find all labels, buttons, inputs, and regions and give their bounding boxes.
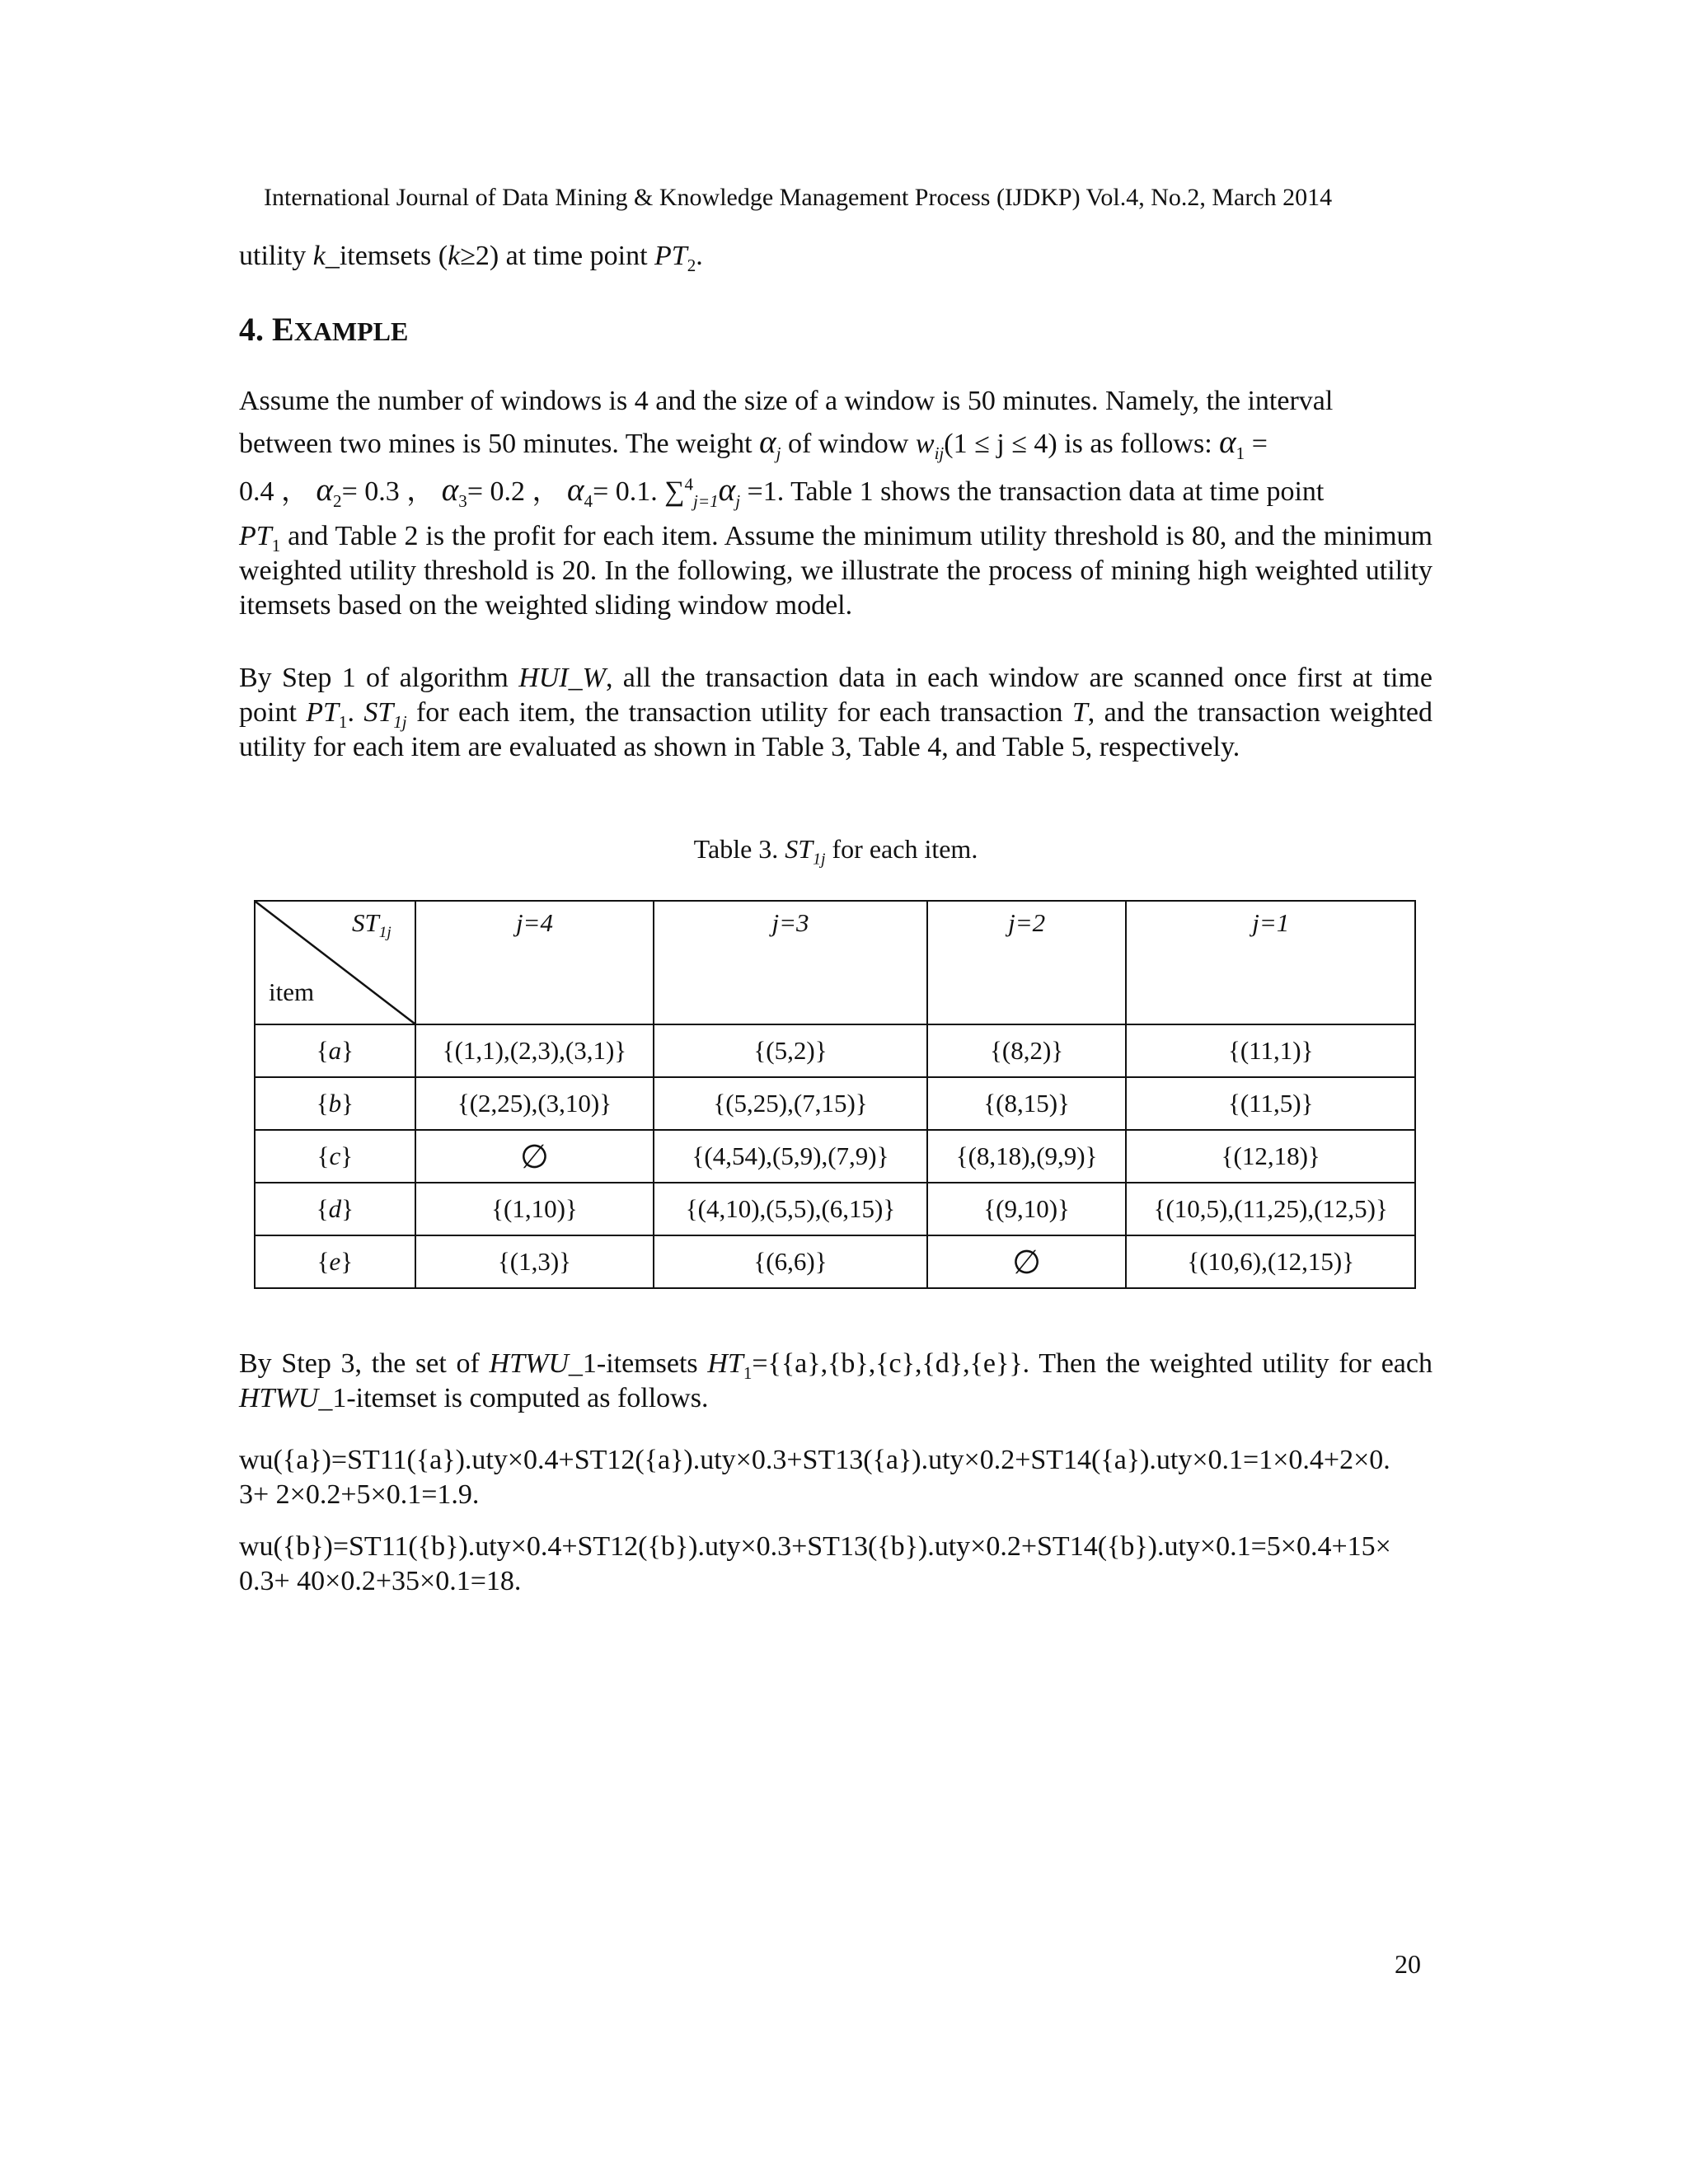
table-cell: {(5,25),(7,15)} xyxy=(654,1077,926,1130)
table-cell: {(8,18),(9,9)} xyxy=(927,1130,1127,1183)
paragraph-step3: By Step 3, the set of HTWU_1-itemsets $HT_1=\{\{a\},\{b\},\{c\},\{d\},\{e\}\}$. Then the weighted utility for each HTWU_1-itemset is computed as follows. xyxy=(239,1348,1432,1413)
empty-set-cell: ∅ xyxy=(927,1235,1127,1288)
page-number: 20 xyxy=(1395,1949,1421,1979)
table-cell: {(10,5),(11,25),(12,5)} xyxy=(1126,1183,1415,1235)
formula-b-line1: wu({b})=ST11({b}).uty×0.4+ST12({b}).uty×0.3+ST13({b}).uty×0.2+ST14({b}).uty×0.1=5×0.4+15× xyxy=(239,1531,1391,1562)
table-corner-cell xyxy=(255,901,415,1024)
formula-wu-a xyxy=(239,1443,1432,1512)
table-row xyxy=(255,1130,1415,1183)
table-cell: {(1,1),(2,3),(3,1)} xyxy=(415,1024,654,1077)
table-cell: {(9,10)} xyxy=(927,1183,1127,1235)
para1-line1: Assume the number of windows is 4 and the size of a window is 50 minutes. Namely, the interval xyxy=(239,386,1334,416)
para1-rest: $PT_1$ and Table 2 is the profit for each item. Assume the minimum utility threshold is 80, and the minimum weighted utility threshold is 20. In the following, we illustrate the process of mining high weighted utility itemsets based on the weighted sliding window model. xyxy=(239,521,1432,621)
table-cell: {(4,54),(5,9),(7,9)} xyxy=(654,1130,926,1183)
row-item-label: {c} xyxy=(255,1130,415,1183)
paragraph-example-intro xyxy=(239,384,1432,623)
table-cell: {(6,6)} xyxy=(654,1235,926,1288)
row-item-label: {a} xyxy=(255,1024,415,1077)
formula-a-line1: wu({a})=ST11({a}).uty×0.4+ST12({a}).uty×0.3+ST13({a}).uty×0.2+ST14({a}).uty×0.1=1×0.4+2×0. xyxy=(239,1445,1390,1475)
table-cell: {(10,6),(12,15)} xyxy=(1126,1235,1415,1288)
table-cell: {(8,2)} xyxy=(927,1024,1127,1077)
table-row xyxy=(255,1235,1415,1288)
table-header-row xyxy=(255,901,1415,1024)
table-cell: {(1,10)} xyxy=(415,1183,654,1235)
paragraph-step1: By Step 1 of algorithm HUI_W, all the transaction data in each window are scanned once first at time point $PT_1$. $ST_{1j}$ for each item, the transaction utility for each transaction T, and the transaction weighted utility for each item are evaluated as shown in Table 3, Table 4, and Table 5, respectively. xyxy=(239,663,1432,762)
formula-wu-b xyxy=(239,1530,1432,1599)
carry-over-line: utility k_itemsets (k≥2) at time point $PT_2$. xyxy=(239,241,703,275)
empty-set-cell: ∅ xyxy=(415,1130,654,1183)
table-cell: {(1,3)} xyxy=(415,1235,654,1288)
column-header: j=1 xyxy=(1126,901,1415,1024)
table-row xyxy=(255,1077,1415,1130)
corner-st-label: $ST_{1j}$ xyxy=(351,908,392,942)
table-caption: Table 3. $ST_{1j}$ for each item. xyxy=(693,834,978,869)
st-table xyxy=(254,900,1416,1289)
column-header: j=2 xyxy=(927,901,1127,1024)
table-row xyxy=(255,1024,1415,1077)
table-cell: {(2,25),(3,10)} xyxy=(415,1077,654,1130)
formula-b-line2: 0.3+ 40×0.2+35×0.1=18. xyxy=(239,1566,522,1596)
table-cell: {(11,5)} xyxy=(1126,1077,1415,1130)
corner-item-label: item xyxy=(269,977,315,1006)
table-cell: {(12,18)} xyxy=(1126,1130,1415,1183)
section-heading: 4. EXAMPLE xyxy=(239,311,409,348)
column-header: j=4 xyxy=(415,901,654,1024)
table-cell: {(8,15)} xyxy=(927,1077,1127,1130)
formula-a-line2: 3+ 2×0.2+5×0.1=1.9. xyxy=(239,1479,480,1510)
table-cell: {(4,10),(5,5),(6,15)} xyxy=(654,1183,926,1235)
row-item-label: {d} xyxy=(255,1183,415,1235)
table-cell: {(5,2)} xyxy=(654,1024,926,1077)
para1-line3: 0.4 ， $\alpha_2= 0.3$ ， $\alpha_3= 0.2$ ， $\alpha_4= 0.1$. $\sum^4_{j=1}\alpha_j =1$. Table 1 shows the transaction data at time point xyxy=(239,472,1325,511)
table-cell: {(11,1)} xyxy=(1126,1024,1415,1077)
row-item-label: {e} xyxy=(255,1235,415,1288)
running-header: International Journal of Data Mining & Knowledge Management Process (IJDKP) Vol.4, No.2, March 2014 xyxy=(264,184,1333,211)
table-row xyxy=(255,1183,1415,1235)
row-item-label: {b} xyxy=(255,1077,415,1130)
column-header: j=3 xyxy=(654,901,926,1024)
para1-line2: between two mines is 50 minutes. The weight $\alpha_j$ of window $w_{ij}(1 \le j \le 4)$ is as follows: $\alpha_1$ = xyxy=(239,424,1268,463)
